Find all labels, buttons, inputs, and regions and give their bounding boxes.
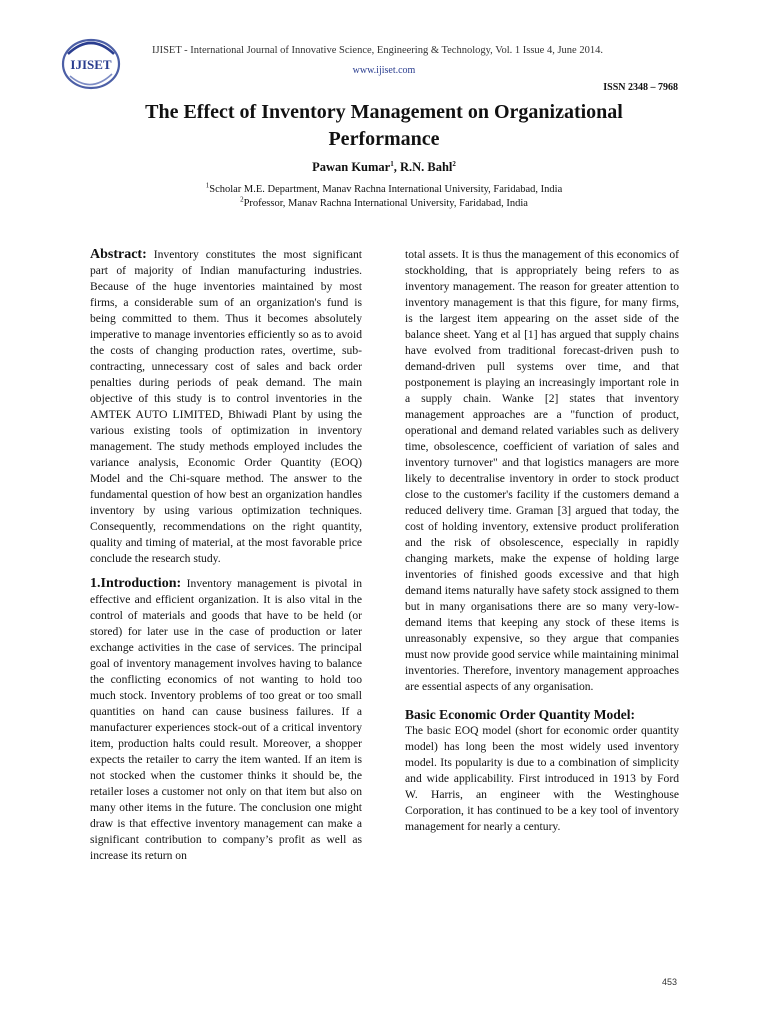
abstract-heading: Abstract: — [90, 247, 147, 262]
introduction-text: Inventory management is pivotal in effective and efficient organization. It is also vital in the control of materials and goods that have to be held (or stored) for later use in the case of production or later exchange activities in the case of services. The principal goal of inventory management involves having to balance the conflicting economics of not wanting to hold too much stock. Inventory problems of too great or too small quantities on hand can cause business failures. If a manufacturer experiences stock-out of a critical inventory item, production halts could result. Moreover, a shopper expects the retailer to carry the item wanted. If an item is not stocked when the customer thinks it should be, the retailer loses a customer not only on that item but also on many other items in the future. The conclusion one might draw is that effective inventory management can make a significant contribution to company’s profit as well as increase its return on — [90, 577, 362, 862]
journal-header: IJISET - International Journal of Innovative Science, Engineering & Technology, Vol. 1 Issue 4, June 2014. — [152, 45, 603, 56]
author-2-sup: 2 — [452, 159, 456, 168]
affiliation-1 — [0, 181, 768, 195]
right-column — [405, 247, 679, 835]
author-1: Pawan Kumar — [312, 160, 391, 174]
author-line — [0, 160, 768, 175]
affiliation-1-text: Scholar M.E. Department, Manav Rachna International University, Faridabad, India — [209, 184, 563, 195]
affiliation-1-sup: 1 — [205, 181, 210, 190]
abstract-paragraph — [90, 247, 362, 567]
logo-text: IJISET — [70, 57, 112, 72]
journal-logo — [60, 36, 122, 92]
page-number: 453 — [662, 977, 678, 987]
author-2: R.N. Bahl — [399, 160, 453, 174]
left-column — [90, 247, 362, 864]
introduction-heading: 1.Introduction: — [90, 576, 182, 591]
affiliation-2-text: Professor, Manav Rachna International University, Faridabad, India — [243, 198, 528, 209]
introduction-continuation: total assets. It is thus the management of this economics of stockholding, that is appropriately being refers to as inventory management. The reason for greater attention to inventory management is that this figure, for many firms, is the largest item appearing on the asset side of the balance sheet. Yang et al [1] has argued that supply chains have evolved from traditional forecast-driven push to demand-driven pull systems over time, and that postponement is playing an increasingly important role in a supply chain. Wanke [2] states that inventory management approaches are a "function of product, operational and demand related variables such as delivery time, obsolescence, coefficient of variation of sales and inventory turnover" and that logistics managers are more likely to decentralise inventory in order to stock product close to the customer's facility if the customers demand a reduced delivery time. Graman [3] argued that today, the cost of holding inventory, extensive product proliferation and the risk of obsolescence, especially in rapidly changing markets, make the expense of holding large inventories of finished goods excessive and that high demand items naturally have safety stock assigned to them but in many organisations there are so many very-low-demand items that keeping any stock of these items is unreasonably expensive, so they argue that companies must now provide good service while maintaining minimal inventories. Therefore, inventory management approaches are essential aspects of any organisation. — [405, 248, 680, 693]
abstract-text: Inventory constitutes the most significant part of majority of Indian manufacturing industries. Because of the huge inventories maintained by most firms, a considerable sum of an organization's fund is being committed to them. Thus it becomes absolutely imperative to manage inventories efficiently so as to avoid the costs of changing production rates, overtime, sub-contracting, unnecessary cost of sales and back order penalties during periods of peak demand. The main objective of this study is to control inventories in the AMTEK AUTO LIMITED, Bhiwadi Plant by using the various existing tools of optimization in inventory management. The study methods employed includes the variance analysis, Economic Order Quantity (EOQ) Model and the Chi-square method. The answer to the fundamental question of how best an organization handles inventory by using various optimization techniques. Consequently, recommendations on the right quantity, quality and timing of material, at the most favorable price conclude the research study. — [90, 248, 362, 565]
journal-url-link[interactable]: www.ijiset.com — [352, 65, 416, 76]
affiliation-2 — [0, 195, 768, 209]
author-1-sup: 1 — [390, 159, 394, 168]
eoq-heading: Basic Economic Order Quantity Model: — [405, 707, 635, 722]
affiliation-2-sup: 2 — [240, 195, 244, 204]
logo-icon — [60, 36, 122, 92]
eoq-text: The basic EOQ model (short for economic order quantity model) has long been the most widely used inventory model. Its popularity is due to a combination of simplicity and wide applicability. First introduced in 1913 by Ford W. Harris, an engineer with the Westinghouse Corporation, it has continued to be a key tool of inventory management for nearly a century. — [405, 724, 679, 833]
issn-label: ISSN 2348 – 7968 — [603, 82, 678, 93]
author-separator: , — [393, 160, 400, 174]
paper-title: The Effect of Inventory Management on Organizational Performance — [145, 101, 623, 150]
introduction-paragraph — [90, 576, 362, 864]
